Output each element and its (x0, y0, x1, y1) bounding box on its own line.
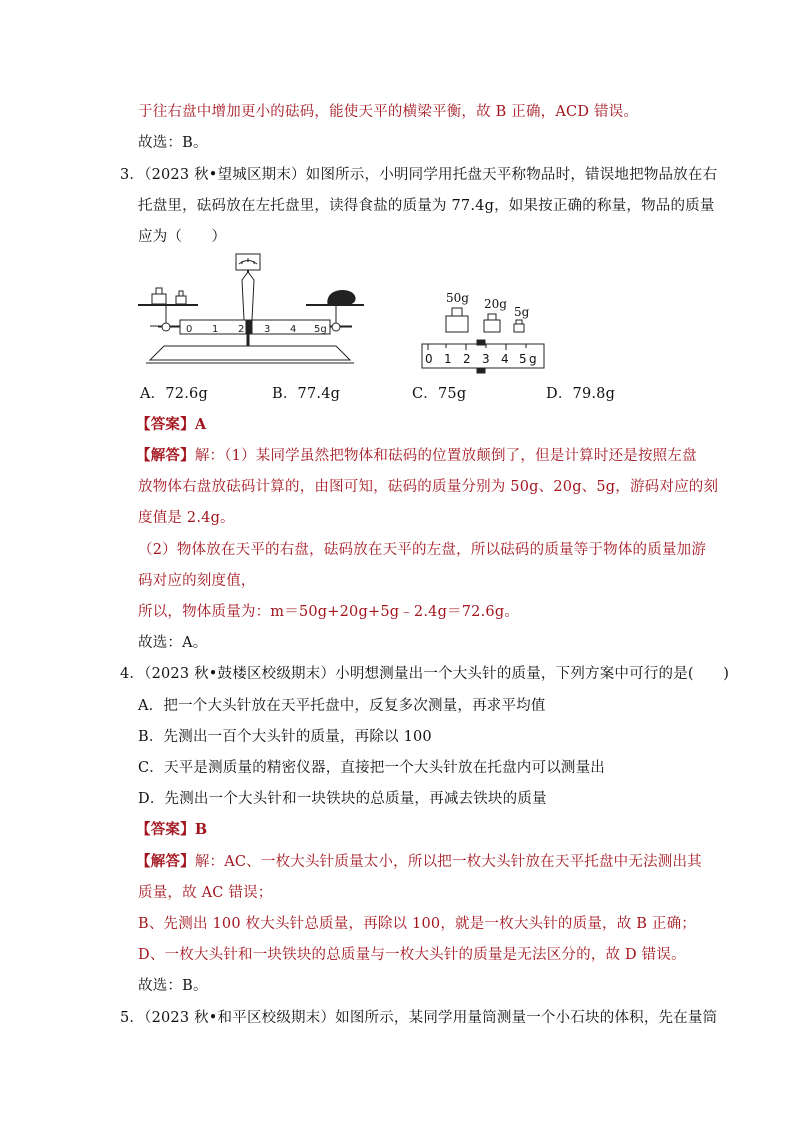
q3-stem-line-3: 应为（ ） (138, 229, 227, 245)
solution-tag: 【解答】 (136, 447, 195, 464)
q3-stem-line-2: 托盘里，砝码放在左托盘里，读得食盐的质量为 77.4g，如果按正确的称量，物品的质量 (138, 198, 715, 214)
weight-50g-icon (446, 316, 468, 332)
ruler-tick-4: 4 (501, 352, 509, 366)
prev-answer-select: 故选：B。 (138, 135, 208, 151)
q4-option-d: D．先测出一个大头针和一块铁块的总质量，再减去铁块的质量 (138, 791, 547, 807)
q4-option-a: A．把一个大头针放在天平托盘中，反复多次测量，再求平均值 (138, 698, 546, 714)
answer-tag: 【答案】 (136, 416, 195, 433)
balance-tick-3: 3 (264, 324, 271, 335)
ruler-tick-g: g (529, 352, 537, 366)
q3-solution-line-4: （2）物体放在天平的右盘，砝码放在天平的左盘，所以砝码的质量等于物体的质量加游 (138, 542, 707, 558)
q4-option-c: C．天平是测质量的精密仪器，直接把一个大头针放在托盘内可以测量出 (138, 760, 605, 776)
q3-solution-line-5: 码对应的刻度值， (138, 573, 256, 589)
weight-5g-label: 5g (514, 305, 530, 319)
q3-stem-line-1: 3．（2023 秋•望城区期末）如图所示，小明同学用托盘天平称物品时，错误地把物品放在右 (120, 167, 718, 183)
weight-50g-label: 50g (446, 291, 469, 305)
balance-tick-1: 1 (212, 324, 219, 335)
q4-solution-line-1: 【解答】解：AC、一枚大头针质量太小，所以把一枚大头针放在天平托盘中无法测出其 (136, 853, 702, 870)
q3-solution-line-2: 放物体右盘放砝码计算的，由图可知，砝码的质量分别为 50g、20g、5g，游码对应的刻 (138, 479, 719, 495)
balance-tick-4: 4 (290, 324, 297, 335)
balance-figure (136, 250, 366, 375)
q4-answer-value: B (194, 821, 208, 838)
q3-solution-line-1: 【解答】解：（1）某同学虽然把物体和砝码的位置放颠倒了，但是计算时还是按照左盘 (136, 447, 697, 464)
ruler-tick-2: 2 (463, 352, 471, 366)
ruler-tick-5: 5 (519, 352, 527, 366)
q3-option-a: A．72.6g (140, 386, 208, 402)
ruler-tick-0: 0 (425, 352, 433, 366)
prev-solution-line: 于往右盘中增加更小的砝码，能使天平的横梁平衡，故 B 正确，ACD 错误。 (138, 104, 639, 120)
q4-option-b: B．先测出一百个大头针的质量，再除以 100 (138, 729, 432, 745)
q5-stem: 5．（2023 秋•和平区校级期末）如图所示，某同学用量筒测量一个小石块的体积，先在量筒 (120, 1010, 718, 1026)
q3-solution-line-6: 所以，物体质量为：m＝50g+20g+5g﹣2.4g＝72.6g。 (138, 604, 520, 620)
balance-tick-2: 2 (238, 324, 245, 335)
ruler-tick-3: 3 (482, 352, 490, 366)
balance-tick-5g: 5g (314, 324, 327, 335)
q3-option-d: D．79.8g (546, 386, 616, 402)
q4-solution-line-3: B、先测出 100 枚大头针总质量，再除以 100，就是一枚大头针的质量，故 B 正确； (138, 916, 697, 932)
q3-option-b: B．77.4g (272, 386, 341, 402)
balance-tick-0: 0 (186, 324, 193, 335)
q3-solution-line-3: 度值是 2.4g。 (138, 510, 235, 526)
weight-20g-label: 20g (484, 297, 507, 311)
q3-answer-value: A (194, 416, 207, 433)
q3-answer (136, 415, 206, 435)
ruler-tick-1: 1 (444, 352, 452, 366)
q3-option-c: C．75g (412, 386, 467, 402)
q3-answer-select: 故选：A。 (138, 635, 208, 651)
q4-stem: 4．（2023 秋•鼓楼区校级期末）小明想测量出一个大头针的质量，下列方案中可行的是( ) (120, 666, 730, 682)
weights-figure (420, 282, 550, 378)
q4-solution-line-2: 质量，故 AC 错误； (138, 885, 273, 901)
weight-5g-icon (514, 324, 524, 332)
q4-answer-select: 故选：B。 (138, 978, 208, 994)
q4-answer: 【答案】B (136, 821, 208, 838)
weight-20g-icon (484, 320, 500, 332)
q4-solution-line-4: D、一枚大头针和一块铁块的总质量与一枚大头针的质量是无法区分的，故 D 错误。 (138, 947, 686, 963)
